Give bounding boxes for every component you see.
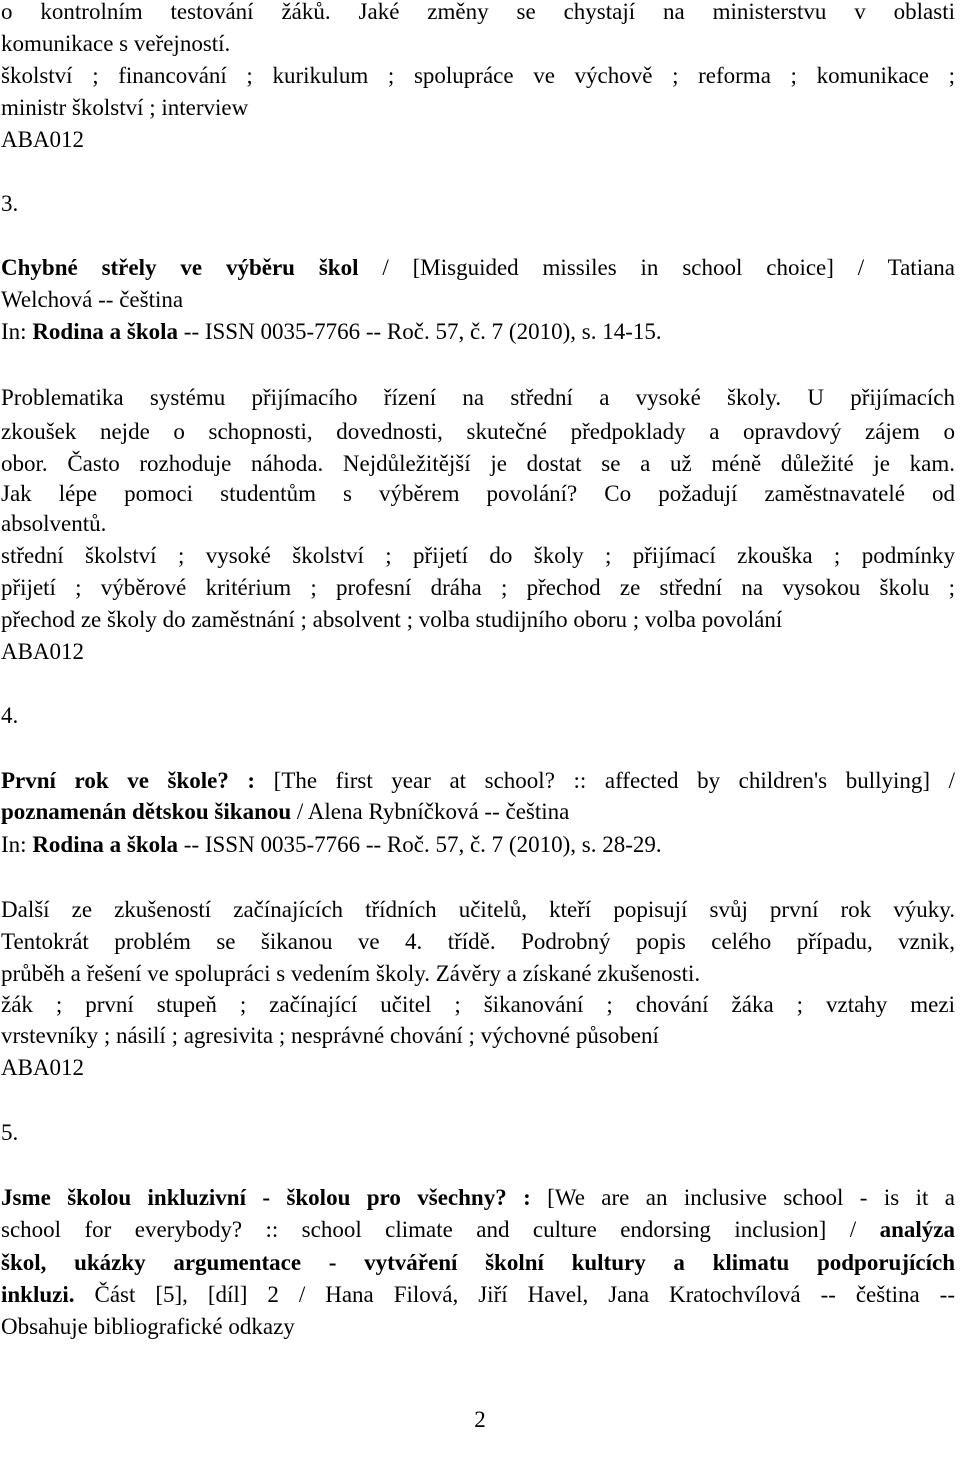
text-line: [1, 60, 955, 92]
text-segment: o kontrolním testování žáků. Jaké změny se chystají na ministerstvu v oblasti: [1, 0, 955, 24]
text-segment: ABA012: [1, 639, 85, 664]
text-line: [1, 478, 955, 510]
text-segment: / [Misguided missiles in school choice] / Tatiana: [358, 255, 955, 280]
bold-text: První rok ve škole? :: [1, 768, 256, 793]
text-line: [1, 958, 955, 990]
text-line: [1, 252, 955, 284]
text-segment: 4.: [1, 703, 19, 728]
text-line: [1, 894, 955, 926]
text-segment: Část [5], [díl] 2 / Hana Filová, Jiří Havel, Jana Kratochvílová -- čeština --: [74, 1282, 955, 1307]
text-segment: absolventů.: [1, 511, 107, 536]
bold-text: Jsme školou inkluzivní - školou pro všechny? :: [1, 1185, 531, 1210]
text-segment: [The first year at school? :: affected by children's bullying] /: [255, 768, 955, 793]
text-line: [1, 382, 955, 414]
text-segment: komunikace s veřejností.: [1, 31, 231, 56]
text-line: [1, 1279, 955, 1311]
text-segment: Problematika systému přijímacího řízení na střední a vysoké školy. U přijímacích: [1, 385, 955, 410]
text-segment: Welchová -- čeština: [1, 287, 184, 312]
text-segment: přechod ze školy do zaměstnání ; absolvent ; volba studijního oboru ; volba povolání: [1, 607, 783, 632]
text-line: [1, 416, 955, 448]
bold-text: Chybné střely ve výběru škol: [1, 255, 359, 280]
text-segment: / Alena Rybníčková -- čeština: [291, 799, 570, 824]
text-line: [1, 92, 955, 124]
bold-text: analýza: [879, 1217, 955, 1242]
text-line: [1, 604, 955, 636]
text-segment: 5.: [1, 1120, 19, 1145]
text-line: [1, 508, 955, 540]
text-segment: žák ; první stupeň ; začínající učitel ; šikanování ; chování žáka ; vztahy mezi: [1, 992, 955, 1017]
text-line: [1, 796, 955, 828]
text-line: [1, 829, 955, 861]
text-line: [1, 572, 955, 604]
text-line: [1, 316, 955, 348]
page-number: 2: [474, 1407, 486, 1432]
text-line: [1, 700, 955, 732]
text-line: [1, 926, 955, 958]
text-segment: 3.: [1, 191, 19, 216]
text-segment: Tentokrát problém se šikanou ve 4. třídě. Podrobný popis celého případu, vznik,: [1, 929, 955, 954]
text-segment: [We are an inclusive school - is it a: [530, 1185, 955, 1210]
text-line: [1, 1117, 955, 1149]
text-segment: -- ISSN 0035-7766 -- Roč. 57, č. 7 (2010), s. 14-15.: [178, 319, 662, 344]
text-segment: In:: [1, 319, 33, 344]
text-line: [1, 765, 955, 797]
text-segment: Obsahuje bibliografické odkazy: [1, 1314, 295, 1339]
text-segment: ministr školství ; interview: [1, 95, 249, 120]
text-segment: přijetí ; výběrové kritérium ; profesní dráha ; přechod ze střední na vysokou školu ;: [1, 575, 955, 600]
text-segment: Jak lépe pomoci studentům s výběrem povolání? Co požadují zaměstnavatelé od: [1, 481, 955, 506]
text-line: [1, 540, 955, 572]
text-segment: obor. Často rozhoduje náhoda. Nejdůležitější je dostat se a už méně důležité je kam.: [1, 451, 955, 476]
text-line: [1, 989, 955, 1021]
text-segment: školství ; financování ; kurikulum ; spolupráce ve výchově ; reforma ; komunikace ;: [1, 63, 955, 88]
text-segment: zkoušek nejde o schopnosti, dovednosti, skutečné předpoklady a opravdový zájem o: [1, 419, 955, 444]
bold-text: škol, ukázky argumentace - vytváření školní kultury a klimatu podporujících: [1, 1250, 955, 1275]
text-segment: ABA012: [1, 1055, 85, 1080]
text-line: [1, 448, 955, 480]
text-segment: school for everybody? :: school climate and culture endorsing inclusion] /: [1, 1217, 880, 1242]
text-line: [1, 0, 955, 28]
text-line: [1, 1052, 955, 1084]
text-line: [1, 124, 955, 156]
text-line: [1, 1311, 955, 1343]
text-line: [1, 1214, 955, 1246]
bold-text: poznamenán dětskou šikanou: [1, 799, 292, 824]
text-segment: In:: [1, 832, 33, 857]
text-line: [1, 28, 955, 60]
text-line: [1, 1182, 955, 1214]
text-segment: střední školství ; vysoké školství ; přijetí do školy ; přijímací zkouška ; podmínky: [1, 543, 955, 568]
text-line: [1, 188, 955, 220]
bold-text: Rodina a škola: [32, 832, 179, 857]
text-line: [1, 636, 955, 668]
bold-text: inkluzi.: [1, 1282, 75, 1307]
text-segment: -- ISSN 0035-7766 -- Roč. 57, č. 7 (2010), s. 28-29.: [178, 832, 662, 857]
text-segment: průběh a řešení ve spolupráci s vedením školy. Závěry a získané zkušenosti.: [1, 961, 701, 986]
text-segment: Další ze zkušeností začínajících třídních učitelů, kteří popisují svůj první rok výuky.: [1, 897, 955, 922]
bold-text: Rodina a škola: [32, 319, 179, 344]
text-line: [1, 1247, 955, 1279]
text-line: [1, 284, 955, 316]
text-segment: ABA012: [1, 127, 85, 152]
text-line: [1, 1020, 955, 1052]
text-segment: vrstevníky ; násilí ; agresivita ; nesprávné chování ; výchovné působení: [1, 1023, 659, 1048]
